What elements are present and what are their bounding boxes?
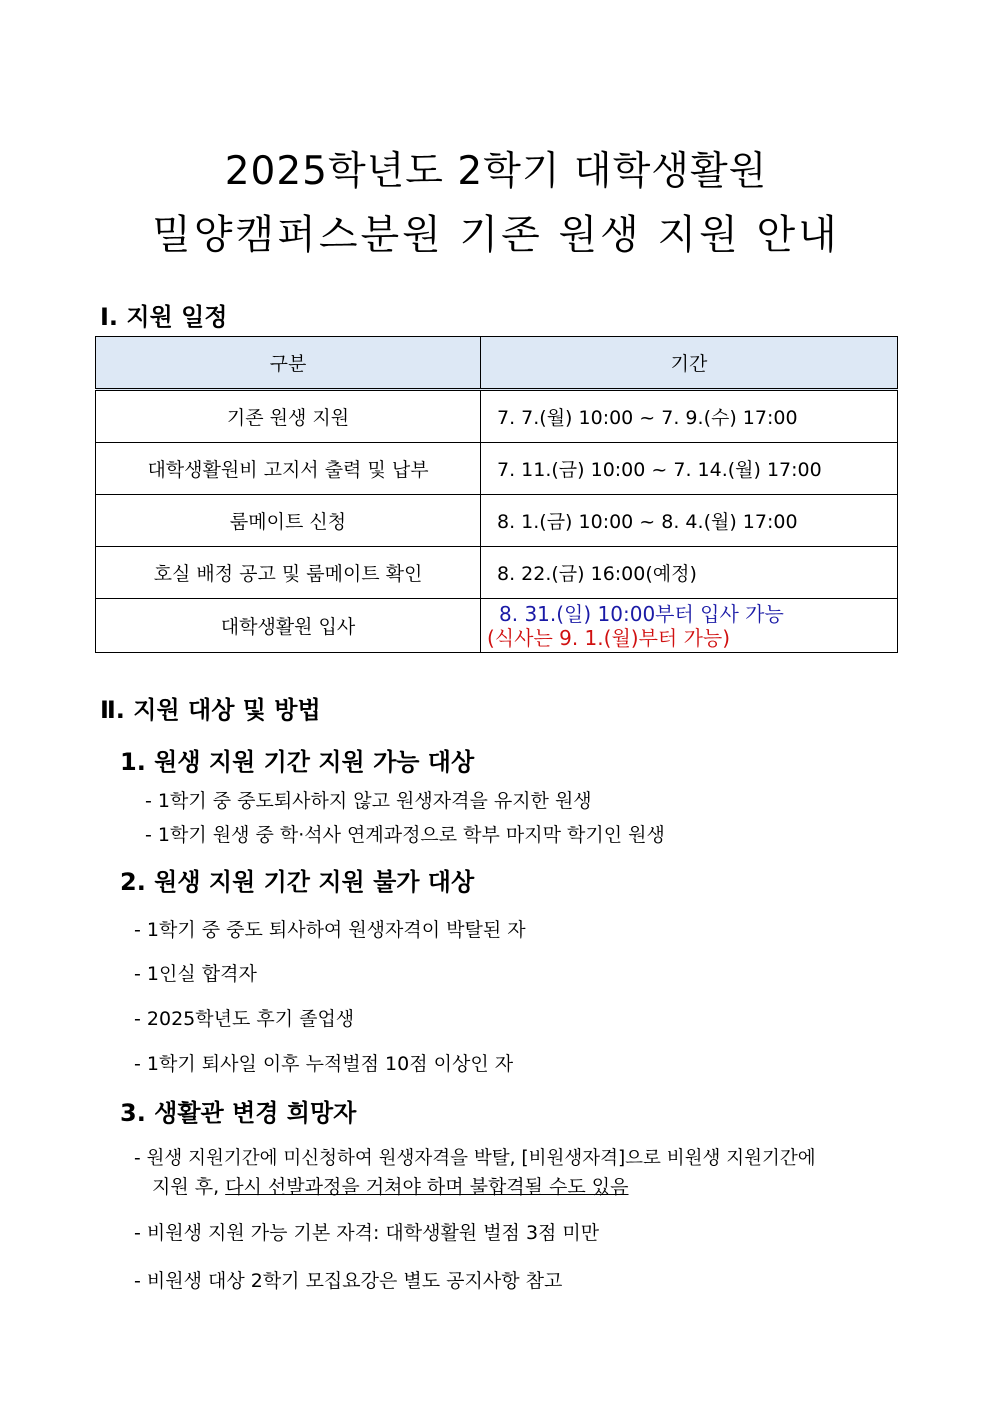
table-header-row (96, 337, 898, 390)
row-period: 8. 1.(금) 10:00 ~ 8. 4.(월) 17:00 (481, 495, 898, 547)
section2-heading: Ⅱ. 지원 대상 및 방법 (100, 696, 321, 724)
table-row (96, 390, 898, 443)
sub1-heading: 1. 원생 지원 기간 지원 가능 대상 (120, 748, 475, 776)
list-item-continuation (152, 1172, 629, 1199)
table-header-period: 기간 (481, 337, 898, 390)
table-row-move-in (96, 599, 898, 653)
sub2-heading: 2. 원생 지원 기간 지원 불가 대상 (120, 868, 475, 896)
table-row (96, 443, 898, 495)
section1-heading: Ⅰ. 지원 일정 (100, 303, 228, 331)
list-item: - 원생 지원기간에 미신청하여 원생자격을 박탈, [비원생자격]으로 비원생 지원기간에 (134, 1148, 816, 1169)
list-item: - 비원생 지원 가능 기본 자격: 대학생활원 벌점 3점 미만 (134, 1222, 600, 1244)
row-period-move-in (481, 599, 898, 653)
list-item: - 1학기 중 중도 퇴사하여 원생자격이 박탈된 자 (134, 919, 526, 941)
schedule-table (95, 336, 898, 653)
row-label: 기존 원생 지원 (96, 390, 481, 443)
row-label: 룸메이트 신청 (96, 495, 481, 547)
list-item: - 1학기 원생 중 학·석사 연계과정으로 학부 마지막 학기인 원생 (145, 824, 665, 846)
list-item: - 비원생 대상 2학기 모집요강은 별도 공지사항 참고 (134, 1270, 563, 1292)
list-item: - 1인실 합격자 (134, 963, 257, 985)
row-label: 대학생활원 입사 (96, 599, 481, 653)
row-period: 8. 22.(금) 16:00(예정) (481, 547, 898, 599)
row-label: 호실 배정 공고 및 룸메이트 확인 (96, 547, 481, 599)
document-title-line1: 2025학년도 2학기 대학생활원 (224, 149, 768, 194)
continuation-text: 지원 후, (152, 1176, 226, 1198)
document-title-line2: 밀양캠퍼스분원 기존 원생 지원 안내 (152, 212, 840, 258)
row-period: 7. 11.(금) 10:00 ~ 7. 14.(월) 17:00 (481, 443, 898, 495)
meal-note: (식사는 9. 1.(월)부터 가능) (487, 625, 731, 650)
list-item: - 1학기 퇴사일 이후 누적벌점 10점 이상인 자 (134, 1053, 514, 1075)
table-row (96, 547, 898, 599)
list-item: - 2025학년도 후기 졸업생 (134, 1008, 355, 1030)
row-period: 7. 7.(월) 10:00 ~ 7. 9.(수) 17:00 (481, 390, 898, 443)
sub3-heading: 3. 생활관 변경 희망자 (120, 1099, 357, 1127)
row-label: 대학생활원비 고지서 출력 및 납부 (96, 443, 481, 495)
underlined-warning: 다시 선발과정을 거쳐야 하며 불합격될 수도 있음 (225, 1176, 629, 1198)
move-in-date: 8. 31.(일) 10:00부터 입사 가능 (499, 601, 784, 626)
list-item: - 1학기 중 중도퇴사하지 않고 원생자격을 유지한 원생 (145, 790, 592, 812)
table-header-category: 구분 (96, 337, 481, 390)
table-row (96, 495, 898, 547)
